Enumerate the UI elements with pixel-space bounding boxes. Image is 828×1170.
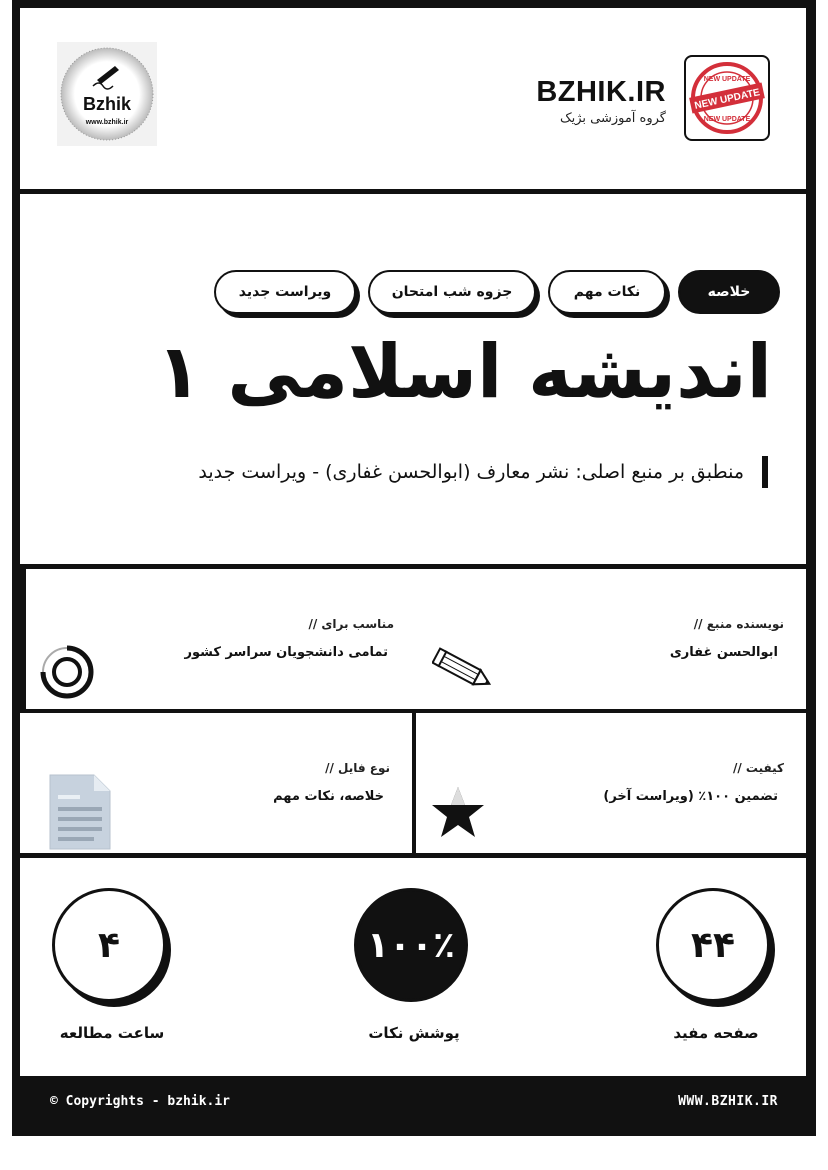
tag-key-points[interactable]: نکات مهم (548, 270, 666, 314)
stat-study-hours-label: ساعت مطالعه (59, 1024, 165, 1042)
quality-label: کیفیت // (732, 761, 784, 775)
page-subtitle: منطبق بر منبع اصلی: نشر معارف (ابوالحسن غفاری) - ویراست جدید (198, 456, 768, 488)
page-frame (12, 0, 816, 1136)
logo-url: www.bzhik.ir (85, 119, 129, 126)
stat-pages-label: صفحه مفید (673, 1024, 759, 1042)
target-icon (38, 643, 96, 705)
info-author (416, 569, 806, 709)
author-value: ابوالحسن غفاری (669, 645, 778, 660)
stamp-text-top: NEW UPDATE (703, 76, 751, 83)
tag-list (214, 270, 780, 314)
copyright-text: © Copyrights - bzhik.ir (50, 1094, 231, 1109)
new-update-stamp (684, 55, 770, 141)
stat-study-hours (52, 888, 172, 1042)
tag-summary[interactable]: خلاصه (678, 270, 780, 314)
bzhik-logo (57, 42, 157, 146)
footer (12, 1078, 816, 1136)
brand-subtitle: گروه آموزشی بژیک (559, 111, 666, 126)
star-icon (430, 785, 486, 845)
stat-coverage-label: پوشش نکات (368, 1024, 460, 1042)
document-icon (46, 773, 112, 855)
page-title: اندیشه اسلامی ۱ (156, 329, 772, 415)
stat-coverage (354, 888, 474, 1042)
info-quality (416, 713, 806, 853)
stat-study-hours-circle: ۴ (52, 888, 166, 1002)
quality-value: تضمین ۱۰۰٪ (ویراست آخر) (603, 789, 778, 804)
brand-block (536, 78, 666, 126)
tag-new-edition[interactable]: ویراست جدید (214, 270, 356, 314)
info-audience (26, 569, 416, 709)
stamp-text-middle: NEW UPDATE (693, 87, 761, 112)
tag-exam-notes[interactable]: جزوه شب امتحان (368, 270, 536, 314)
author-label: نویسنده منبع // (693, 617, 784, 631)
file-type-value: خلاصه، نکات مهم (273, 789, 384, 804)
stats-section (20, 858, 806, 1076)
stamp-text-bottom: NEW UPDATE (703, 116, 751, 123)
site-link[interactable]: WWW.BZHIK.IR (678, 1094, 778, 1109)
stat-pages (656, 888, 776, 1042)
pencil-icon (432, 647, 498, 701)
stat-pages-circle: ۴۴ (656, 888, 770, 1002)
hero-section (20, 194, 806, 564)
brand-name: BZHIK.IR (536, 76, 666, 108)
header (20, 8, 806, 189)
audience-value: تمامی دانشجویان سراسر کشور (184, 645, 388, 660)
logo-text: Bzhik (82, 94, 132, 114)
file-type-label: نوع فایل // (325, 761, 390, 775)
stat-coverage-circle: ۱۰۰٪ (354, 888, 468, 1002)
audience-label: مناسب برای // (308, 617, 394, 631)
info-file-type (20, 713, 412, 853)
